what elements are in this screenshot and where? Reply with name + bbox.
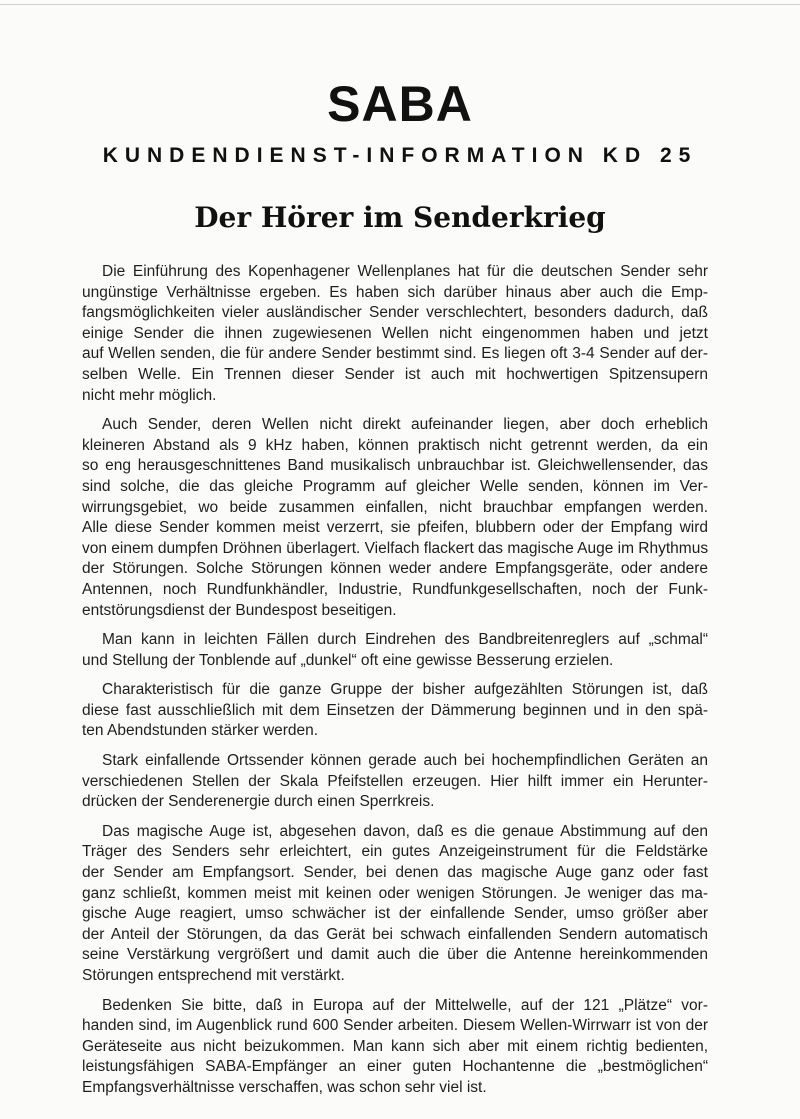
- text-line: nicht mehr möglich.: [82, 386, 217, 404]
- text-line: Geräteseite aus nicht beizukommen. Man kann sich aber mit einem richtig bedienten,: [82, 1037, 708, 1055]
- text-line: Auch Sender, deren Wellen nicht direkt aufeinander liegen, aber doch erheblich: [102, 416, 708, 434]
- paragraph: [82, 415, 708, 621]
- text-line: gische Auge reagiert, umso schwächer ist der einfallende Sender, umso größer aber: [82, 905, 708, 923]
- text-line: diese fast ausschließlich mit dem Einsetzen der Dämmerung beginnen und in den spä-: [82, 701, 708, 719]
- article-headline: Der Hörer im Senderkrieg: [194, 201, 606, 234]
- text-line: von einem dumpfen Dröhnen überlagert. Vielfach flackert das magische Auge im Rhythmus: [82, 539, 708, 557]
- text-line: Man kann in leichten Fällen durch Eindrehen des Bandbreitenreglers auf „schmal“: [102, 631, 708, 649]
- text-line: auf Wellen senden, die für andere Sender bestimmt sind. Es liegen oft 3-4 Sender auf der-: [82, 345, 708, 363]
- text-line: Charakteristisch für die ganze Gruppe der bisher aufgezählten Störungen ist, daß: [102, 681, 708, 699]
- paragraph: [82, 630, 708, 671]
- text-line: Das magische Auge ist, abgesehen davon, daß es die genaue Abstimmung auf den: [102, 822, 708, 840]
- text-line: verschiedenen Stellen der Skala Pfeifstellen erzeugen. Hier hilft immer ein Herunter-: [82, 772, 708, 790]
- text-line: Störungen entsprechend mit verstärkt.: [82, 967, 345, 984]
- paragraph: [82, 680, 708, 742]
- text-line: seine Verstärkung vergrößert und damit auch die über die Antenne hereinkommenden: [82, 946, 708, 964]
- brand-logo-text: SABA: [327, 76, 473, 132]
- text-line: handen sind, im Augenblick rund 600 Sender arbeiten. Diesem Wellen-Wirrwarr ist von der: [82, 1017, 708, 1035]
- text-line: ungünstige Verhältnisse ergeben. Es haben sich darüber hinaus aber auch die Emp-: [82, 283, 708, 301]
- text-line: der Störungen. Solche Störungen können weder andere Empfangsgeräte, oder andere: [82, 560, 708, 578]
- text-line: drücken der Senderenergie durch einen Sperrkreis.: [82, 793, 435, 811]
- text-line: der Sender am Empfangsort. Sender, bei denen das magische Auge ganz oder fast: [82, 864, 708, 882]
- text-line: Alle diese Sender kommen meist verzerrt, sie pfeifen, blubbern oder der Empfang wird: [82, 519, 708, 537]
- text-line: Träger des Senders sehr erleichtert, ein gutes Anzeigeinstrument für die Feldstärke: [82, 843, 708, 861]
- text-line: ganz schließt, kommen meist mit keinen oder wenigen Störungen. Je weniger das ma-: [82, 884, 708, 902]
- document-subtitle: KUNDENDIENST-INFORMATION KD 25: [102, 144, 698, 167]
- text-line: so eng herausgeschnittenes Band musikalisch unbrauchbar ist. Gleichwellensender, das: [82, 457, 708, 475]
- text-line: Die Einführung des Kopenhagener Wellenplanes hat für die deutschen Sender sehr: [102, 263, 708, 280]
- paragraph: [82, 751, 708, 813]
- article-body: [82, 262, 708, 1108]
- text-line: ten Abendstunden stärker werden.: [82, 722, 319, 740]
- text-line: leistungsfähigen SABA-Empfänger an einer guten Hochantenne die „bestmöglichen“: [82, 1058, 708, 1076]
- paragraph: [82, 262, 708, 406]
- text-line: Stark einfallende Ortssender können gerade auch bei hochempfindlichen Geräten an: [102, 752, 708, 770]
- text-line: und Stellung der Tonblende auf „dunkel“ oft eine gewisse Besserung erzielen.: [82, 651, 614, 669]
- text-line: sind solche, die das gleiche Programm auf gleicher Welle senden, können im Ver-: [82, 477, 708, 495]
- text-line: der Anteil der Störungen, da das Gerät bei schwach einfallenden Sendern automatisch: [82, 925, 708, 943]
- paragraph: [82, 822, 708, 987]
- text-line: Empfangsverhältnisse verschaffen, was schon sehr viel ist.: [82, 1078, 487, 1096]
- text-line: entstörungsdienst der Bundespost beseitigen.: [82, 601, 397, 619]
- paragraph: [82, 996, 708, 1099]
- text-line: fangsmöglichkeiten vieler ausländischer Sender verschlechtert, besonders dadurch, daß: [82, 304, 708, 322]
- text-line: Bedenken Sie bitte, daß in Europa auf der Mittelwelle, auf der 121 „Plätze“ vor-: [102, 996, 708, 1014]
- text-line: selben Welle. Ein Trennen dieser Sender ist auch mit hochwertigen Spitzensupern: [82, 365, 708, 383]
- text-line: wirrungsgebiet, wo beide zusammen einfallen, nicht brauchbar empfangen werden.: [82, 498, 708, 516]
- text-line: einige Sender die ihnen zugewiesenen Wellen nicht eingenommen haben und jetzt: [82, 324, 708, 342]
- page-top-edge: [0, 4, 800, 5]
- text-line: kleineren Abstand als 9 kHz haben, können praktisch nicht getrennt werden, da ein: [82, 436, 708, 454]
- text-line: Antennen, noch Rundfunkhändler, Industrie, Rundfunkgesellschaften, noch der Funk-: [82, 580, 708, 598]
